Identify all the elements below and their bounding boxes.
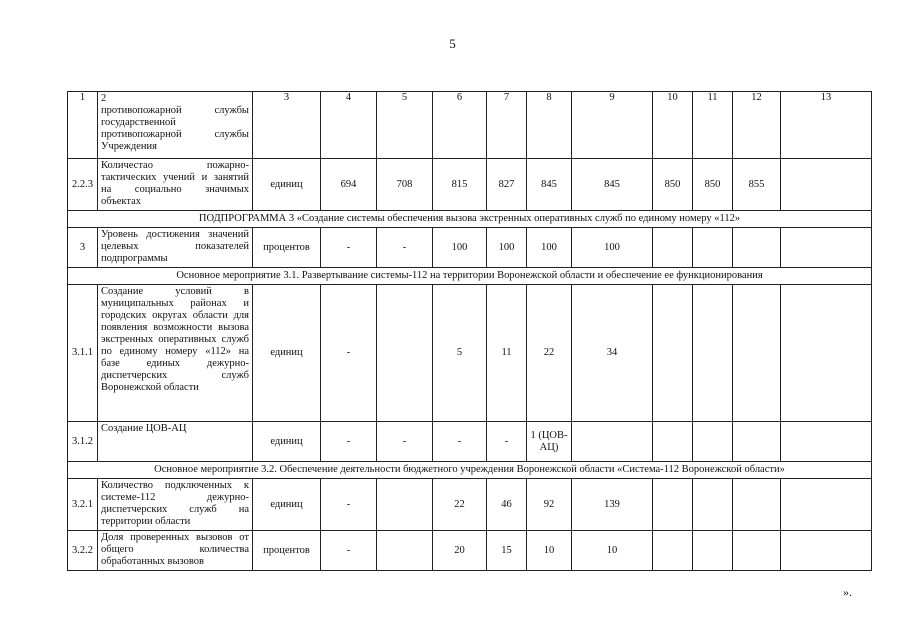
row-value: 845 xyxy=(527,159,572,211)
row-value: 139 xyxy=(572,479,653,531)
row-value: 708 xyxy=(377,159,433,211)
col-header: 11 xyxy=(693,92,733,159)
page-number: 5 xyxy=(449,36,456,51)
row-value xyxy=(693,531,733,571)
row-unit: процентов xyxy=(253,228,321,268)
row-value: 10 xyxy=(527,531,572,571)
row-unit: единиц xyxy=(253,479,321,531)
row-value xyxy=(653,422,693,462)
row-value: 815 xyxy=(433,159,487,211)
col-header: 3 xyxy=(253,92,321,159)
row-value xyxy=(781,285,872,422)
col-header: 9 xyxy=(572,92,653,159)
row-value: - xyxy=(321,285,377,422)
row-value xyxy=(781,422,872,462)
row-value: 100 xyxy=(527,228,572,268)
indicators-table xyxy=(67,91,872,571)
row-value xyxy=(653,531,693,571)
section-title: Основное мероприятие 3.1. Развертывание системы-112 на территории Воронежской области и обеспечение ее функционирования xyxy=(68,268,872,285)
row-code: 3 xyxy=(68,228,98,268)
row-value xyxy=(693,422,733,462)
row-value: 100 xyxy=(487,228,527,268)
col-header-name xyxy=(98,92,253,159)
row-code: 2.2.3 xyxy=(68,159,98,211)
row-value xyxy=(693,479,733,531)
col-header: 7 xyxy=(487,92,527,159)
row-code: 3.1.2 xyxy=(68,422,98,462)
row-value xyxy=(693,285,733,422)
row-unit: единиц xyxy=(253,285,321,422)
row-value xyxy=(781,531,872,571)
table-row xyxy=(68,479,872,531)
row-value xyxy=(733,479,781,531)
row-value xyxy=(377,479,433,531)
col-header: 8 xyxy=(527,92,572,159)
row-name: Количество подключенных к системе-112 дежурно-диспетчерских служб на территории области xyxy=(98,479,253,531)
row-value: - xyxy=(377,228,433,268)
section-title: ПОДПРОГРАММА 3 «Создание системы обеспечения вызова экстренных оперативных служб по единому номеру «112» xyxy=(68,211,872,228)
row-value xyxy=(653,285,693,422)
section-row xyxy=(68,211,872,228)
row-value: 694 xyxy=(321,159,377,211)
row-name: Уровень достижения значений целевых показателей подпрограммы xyxy=(98,228,253,268)
row-unit: единиц xyxy=(253,422,321,462)
row-value: 100 xyxy=(572,228,653,268)
row-name: Доля проверенных вызовов от общего количества обработанных вызовов xyxy=(98,531,253,571)
row-value: 850 xyxy=(693,159,733,211)
row-value: 827 xyxy=(487,159,527,211)
row-value xyxy=(653,479,693,531)
col-header: 4 xyxy=(321,92,377,159)
name-continuation: противопожарной службы государственной противопожарной службы Учреждения xyxy=(101,105,249,152)
table-row xyxy=(68,159,872,211)
col-header: 6 xyxy=(433,92,487,159)
col-header: 12 xyxy=(733,92,781,159)
table-row xyxy=(68,531,872,571)
row-value: - xyxy=(321,531,377,571)
col-header: 10 xyxy=(653,92,693,159)
row-value: 855 xyxy=(733,159,781,211)
table-row xyxy=(68,422,872,462)
row-value xyxy=(781,228,872,268)
row-value xyxy=(733,531,781,571)
row-value: 10 xyxy=(572,531,653,571)
col-header: 2 xyxy=(101,93,107,104)
row-unit: единиц xyxy=(253,159,321,211)
row-value: - xyxy=(321,228,377,268)
row-value: 1 (ЦОВ-АЦ) xyxy=(527,422,572,462)
row-value xyxy=(572,422,653,462)
row-value xyxy=(377,531,433,571)
row-value xyxy=(781,479,872,531)
row-name: Количестао пожарно-тактических учений и занятий на социально значимых объектах xyxy=(98,159,253,211)
row-value: 20 xyxy=(433,531,487,571)
col-header: 5 xyxy=(377,92,433,159)
table-row xyxy=(68,228,872,268)
row-value xyxy=(733,228,781,268)
col-header: 13 xyxy=(781,92,872,159)
row-value: 100 xyxy=(433,228,487,268)
row-value xyxy=(781,159,872,211)
row-value: 845 xyxy=(572,159,653,211)
row-unit: процентов xyxy=(253,531,321,571)
row-value: 22 xyxy=(527,285,572,422)
row-value: 46 xyxy=(487,479,527,531)
row-value xyxy=(653,228,693,268)
row-value xyxy=(377,285,433,422)
row-value: - xyxy=(321,479,377,531)
header-row xyxy=(68,92,872,159)
row-code: 3.2.1 xyxy=(68,479,98,531)
closing-mark: ». xyxy=(843,585,852,599)
row-value: - xyxy=(377,422,433,462)
row-value: 5 xyxy=(433,285,487,422)
table-row xyxy=(68,285,872,422)
row-value: - xyxy=(321,422,377,462)
row-value: - xyxy=(433,422,487,462)
row-value: - xyxy=(487,422,527,462)
row-code: 3.2.2 xyxy=(68,531,98,571)
row-value: 92 xyxy=(527,479,572,531)
section-row xyxy=(68,268,872,285)
col-header: 1 xyxy=(68,92,98,159)
row-value xyxy=(733,285,781,422)
row-code: 3.1.1 xyxy=(68,285,98,422)
row-value: 22 xyxy=(433,479,487,531)
section-title: Основное мероприятие 3.2. Обеспечение деятельности бюджетного учреждения Воронежской области «Система-112 Воронежской области» xyxy=(68,462,872,479)
row-value: 11 xyxy=(487,285,527,422)
section-row xyxy=(68,462,872,479)
row-value xyxy=(733,422,781,462)
row-value: 15 xyxy=(487,531,527,571)
row-value: 34 xyxy=(572,285,653,422)
row-name: Создание ЦОВ-АЦ xyxy=(98,422,253,462)
row-name: Создание условий в муниципальных районах и городских округах области для появления возможности вызова экстренных оперативных служб по единому номеру «112» на базе единых дежурно-диспетчерских служб Воронежской области xyxy=(98,285,253,422)
row-value xyxy=(693,228,733,268)
row-value: 850 xyxy=(653,159,693,211)
